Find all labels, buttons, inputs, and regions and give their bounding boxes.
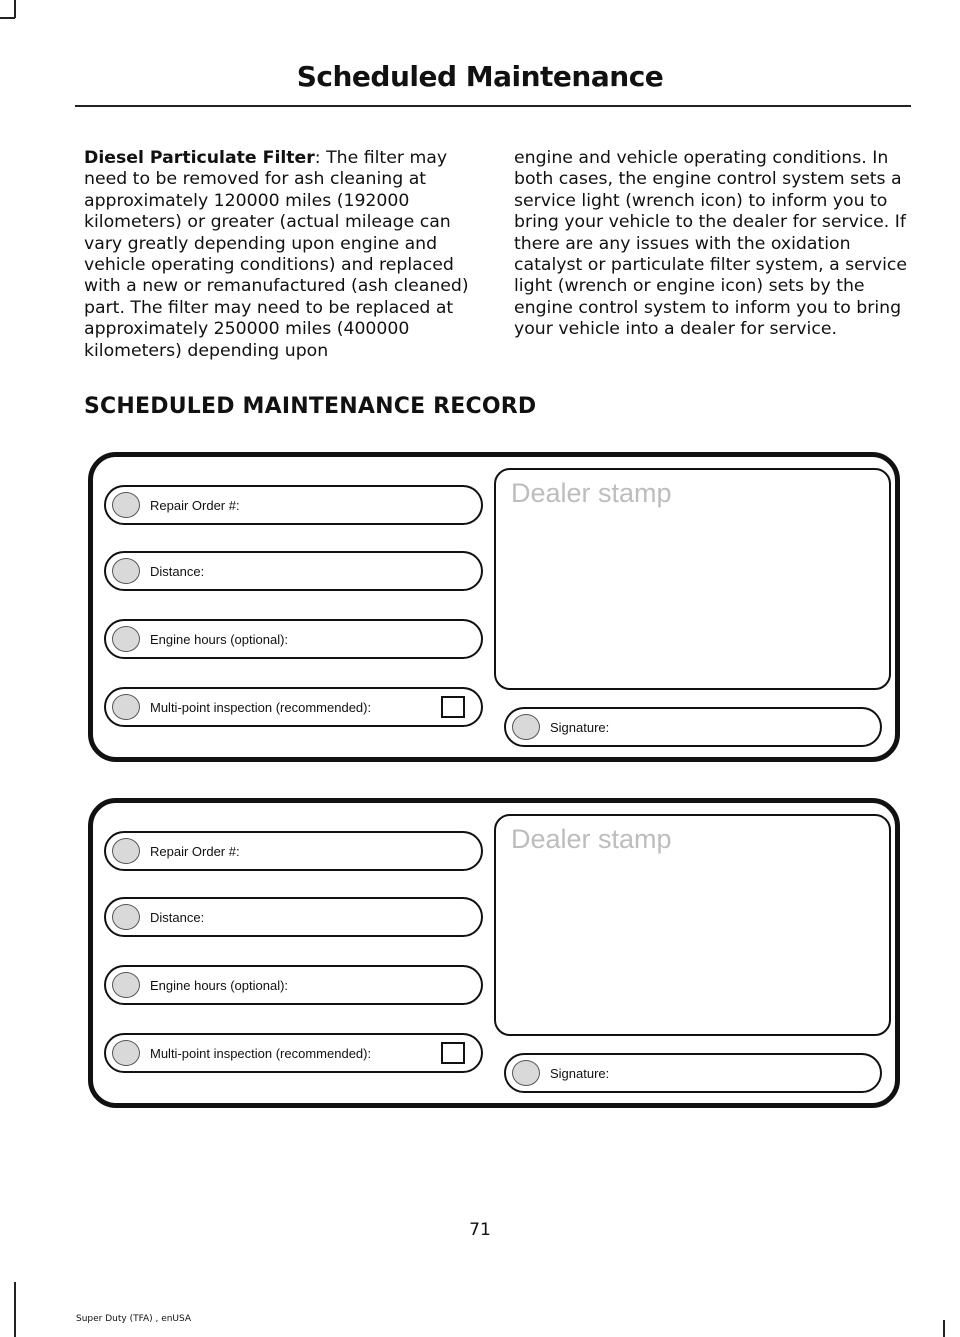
dealer-stamp-label: Dealer stamp [511, 824, 672, 854]
repair-order-field[interactable] [104, 485, 483, 525]
maintenance-record-card [88, 798, 900, 1108]
inspection-label: Multi-point inspection (recommended): [150, 1046, 372, 1061]
distance-label: Distance: [150, 564, 205, 579]
distance-label: Distance: [150, 910, 205, 925]
field-marker-icon [512, 1060, 540, 1086]
repair-order-label: Repair Order #: [150, 498, 240, 513]
dealer-stamp-box [494, 468, 891, 690]
field-marker-icon [112, 1040, 140, 1066]
engine-hours-field[interactable] [104, 619, 483, 659]
dpf-text: : The filter may need to be removed for ash cleaning at approximately 120000 miles (192000 kilometers) or greater (actual mileage can vary greatly depending upon engine and vehicle operating conditions) and replaced with a new or remanufactured (ash cleaned) part. The filter may need to be replaced at approximately 250000 miles (400000 kilometers) depending upon [84, 148, 469, 361]
maintenance-record-card [88, 452, 900, 762]
field-marker-icon [112, 694, 140, 720]
repair-order-label: Repair Order #: [150, 844, 240, 859]
field-marker-icon [112, 492, 140, 518]
repair-order-field[interactable] [104, 831, 483, 871]
header-divider [75, 105, 911, 107]
dpf-term: Diesel Particulate Filter [84, 148, 315, 168]
field-marker-icon [112, 626, 140, 652]
service-light-paragraph: engine and vehicle operating conditions. In both cases, the engine control system sets a service light (wrench icon) to inform you to bring your vehicle to the dealer for service. If there are any issues with the oxidation catalyst or particulate filter system, a service light (wrench or engine icon) sets by the engine control system to inform you to bring your vehicle into a dealer for service. [514, 148, 908, 340]
page-title: Scheduled Maintenance [296, 60, 664, 93]
signature-field[interactable] [504, 1053, 882, 1093]
inspection-field [104, 1033, 483, 1073]
crop-mark-top-left [14, 0, 16, 18]
engine-hours-label: Engine hours (optional): [150, 632, 289, 647]
section-title: SCHEDULED MAINTENANCE RECORD [84, 394, 537, 419]
signature-field[interactable] [504, 707, 882, 747]
field-marker-icon [112, 972, 140, 998]
crop-mark-top-left-h [0, 17, 15, 19]
field-marker-icon [112, 838, 140, 864]
crop-mark-bottom-right [943, 1320, 945, 1337]
signature-label: Signature: [550, 720, 610, 735]
body-column-right [514, 148, 914, 341]
engine-hours-field[interactable] [104, 965, 483, 1005]
crop-mark-bottom-left [14, 1282, 16, 1337]
inspection-checkbox[interactable] [441, 696, 465, 718]
dealer-stamp-box [494, 814, 891, 1036]
inspection-field [104, 687, 483, 727]
footer-doc-info: Super Duty (TFA) , enUSA [76, 1314, 192, 1324]
field-marker-icon [112, 904, 140, 930]
engine-hours-label: Engine hours (optional): [150, 978, 289, 993]
field-marker-icon [512, 714, 540, 740]
inspection-label: Multi-point inspection (recommended): [150, 700, 372, 715]
page-number: 71 [469, 1220, 491, 1240]
inspection-checkbox[interactable] [441, 1042, 465, 1064]
body-column-left [84, 148, 480, 362]
dpf-paragraph [84, 148, 480, 362]
distance-field[interactable] [104, 897, 483, 937]
field-marker-icon [112, 558, 140, 584]
distance-field[interactable] [104, 551, 483, 591]
dealer-stamp-label: Dealer stamp [511, 478, 672, 508]
signature-label: Signature: [550, 1066, 610, 1081]
